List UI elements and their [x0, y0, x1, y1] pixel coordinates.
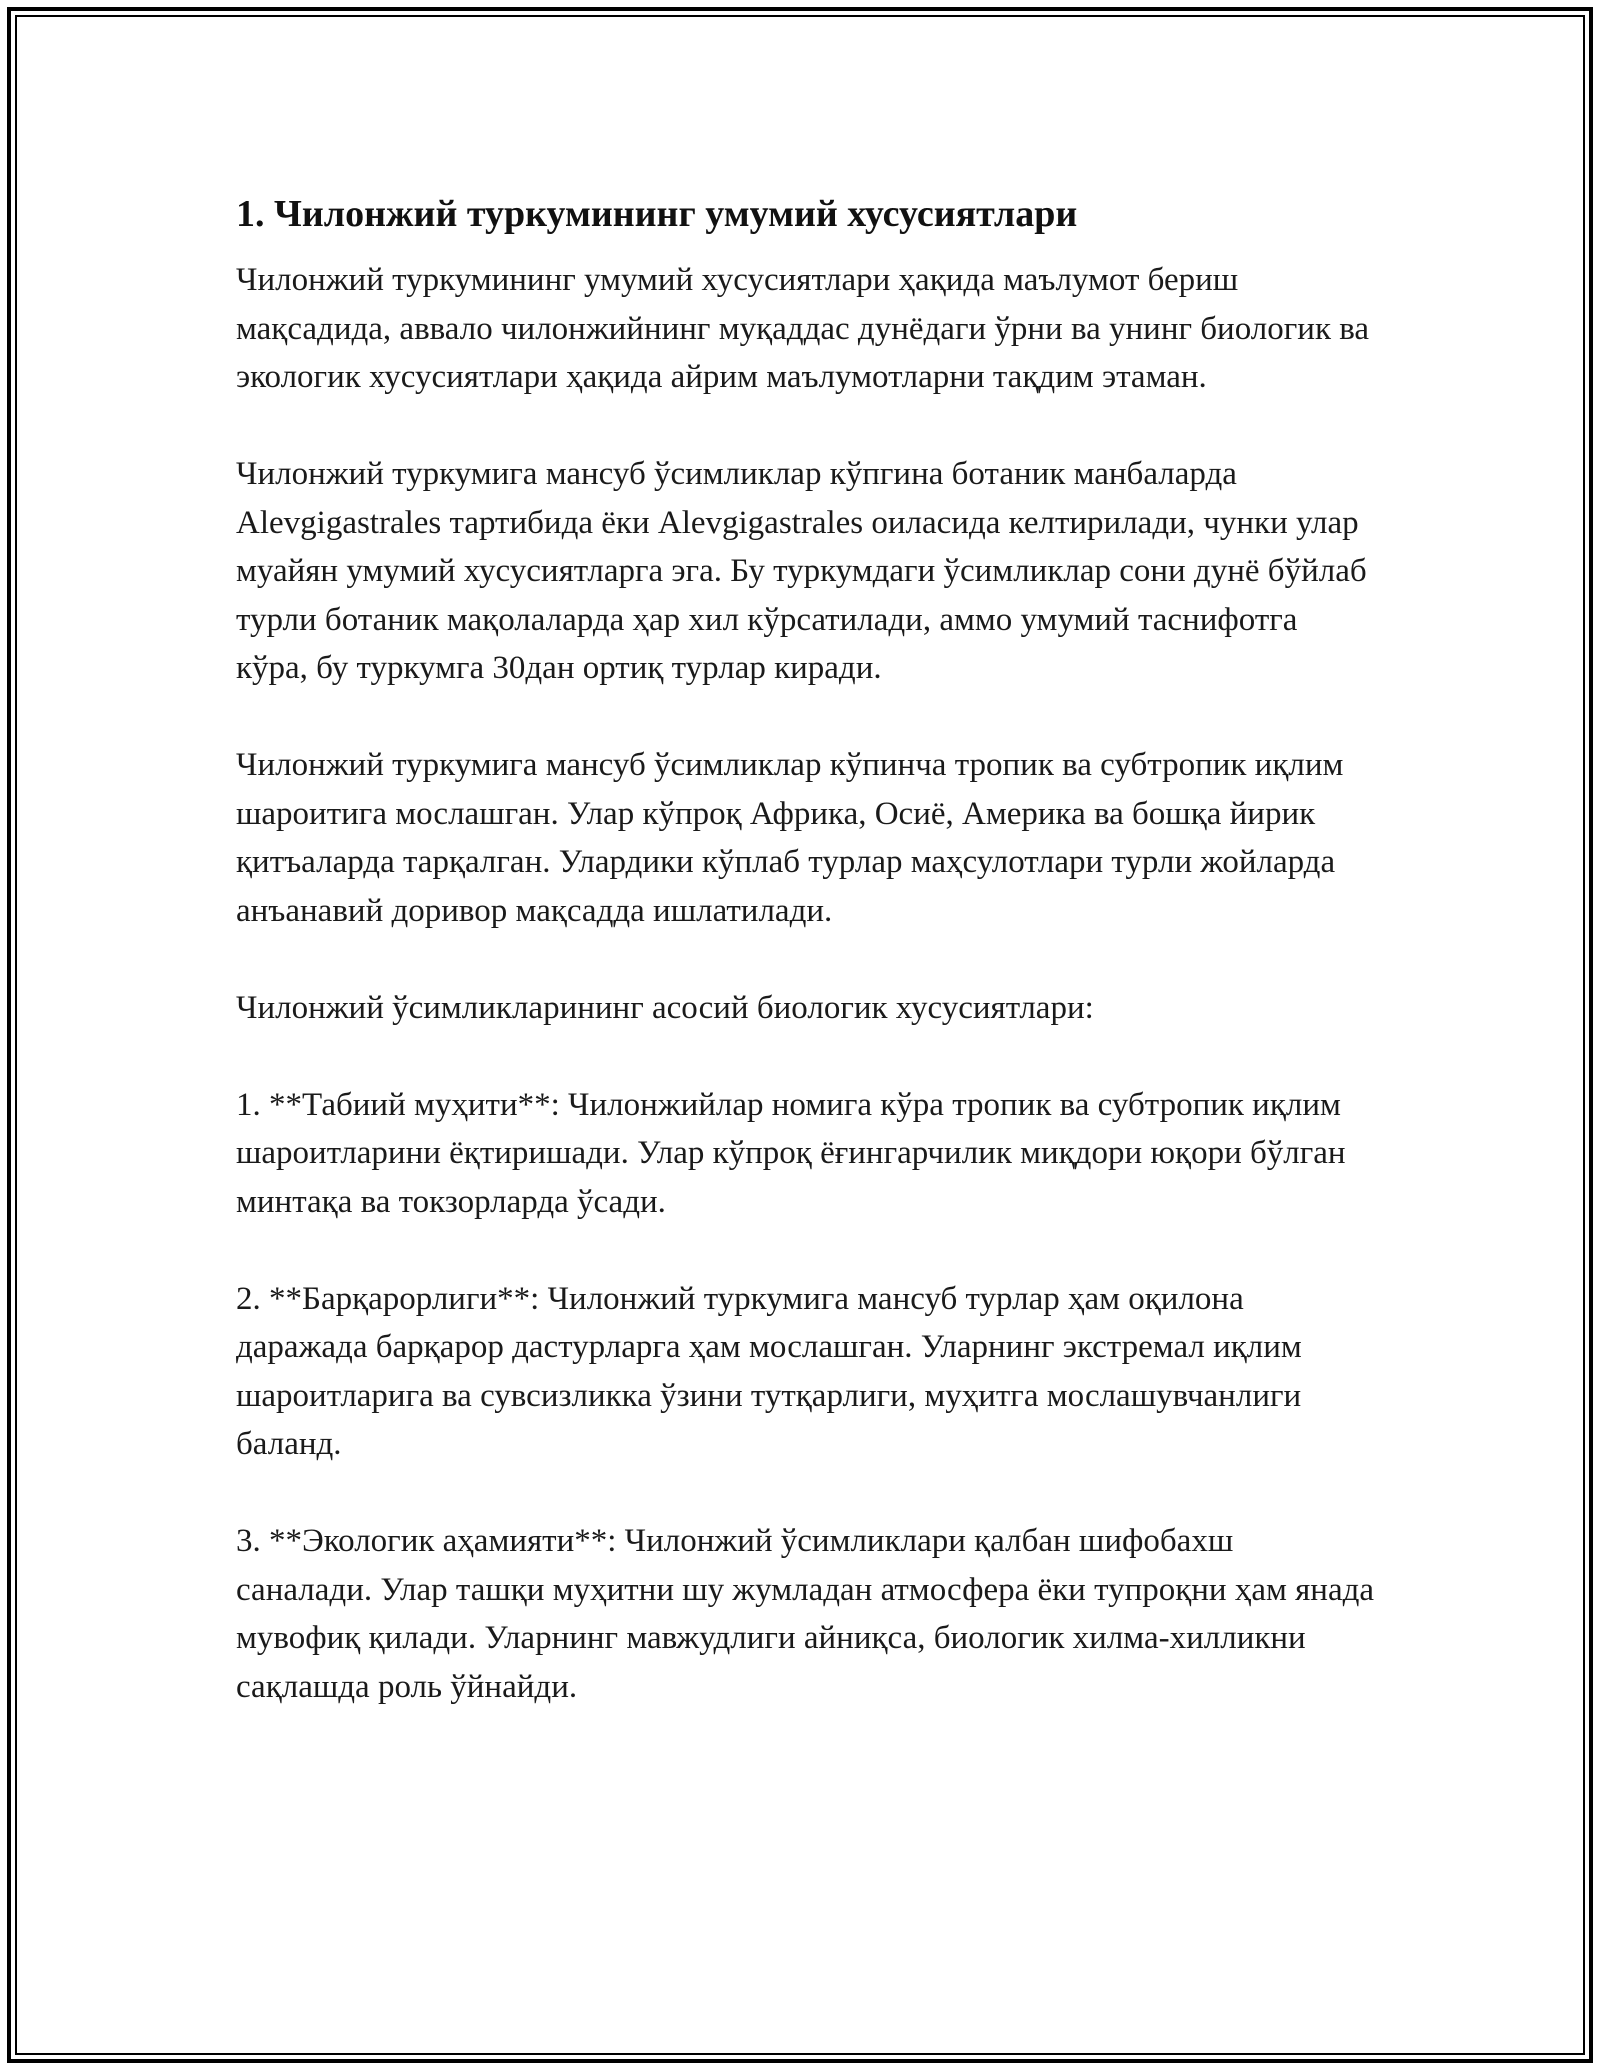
list-item-habitat: 1. **Табиий муҳити**: Чилонжийлар номига кўра тропик ва субтропик иқлим шароитларини ёқтиришади. Улар кўпроқ ёғингарчилик миқдори юқори бўлган минтақа ва токзорларда ўсади. — [236, 1086, 1346, 1220]
paragraph-distribution: Чилонжий туркумига мансуб ўсимликлар кўпинча тропик ва субтропик иқлим шароитига мослашган. Улар кўпроқ Африка, Осиё, Америка ва бошқа йирик қитъаларда тарқалган. Улардики кўплаб турлар маҳсулотлари турли жойларда анъанавий доривор мақсадда ишлатилади. — [236, 747, 1344, 929]
list-item-ecological-importance: 3. **Экологик аҳамияти**: Чилонжий ўсимликлари қалбан шифобахш саналади. Улар ташқи муҳитни шу жумладан атмосфера ёки тупроқни ҳам янада мувофиқ қилади. Уларнинг мавжудлиги айниқса, биологик хилма-хилликни сақлашда роль ўйнайди. — [236, 1523, 1375, 1705]
paragraph-list-intro: Чилонжий ўсимликларининг асосий биологик хусусиятлари: — [236, 989, 1094, 1026]
paragraph-classification: Чилонжий туркумига мансуб ўсимликлар кўпгина ботаник манбаларда Alevgigastrales тартибида ёки Alevgigastrales оиласида келтирилади, чунки улар муайян умумий хусусиятларга эга. Бу туркумдаги ўсимликлар сони дунё бўйлаб турли ботаник мақолаларда ҳар хил кўрсатилади, аммо умумий таснифотга кўра, бу туркумга 30дан ортиқ турлар киради. — [236, 456, 1367, 686]
document-body — [236, 186, 1376, 1711]
list-item-resilience: 2. **Барқарорлиги**: Чилонжий туркумига мансуб турлар ҳам оқилона даражада барқарор дастурларга ҳам мослашган. Уларнинг экстремал иқлим шароитларига ва сувсизликка ўзини тутқарлиги, муҳитга мослашувчанлиги баланд. — [236, 1280, 1302, 1462]
section-heading: 1. Чилонжий туркумининг умумий хусусиятлари — [236, 193, 1078, 235]
paragraph-intro: Чилонжий туркумининг умумий хусусиятлари ҳақида маълумот бериш мақсадида, аввало чилонжийнинг муқаддас дунёдаги ўрни ва унинг биологик ва экологик хусусиятлари ҳақида айрим маълумотларни тақдим этаман. — [236, 262, 1370, 395]
